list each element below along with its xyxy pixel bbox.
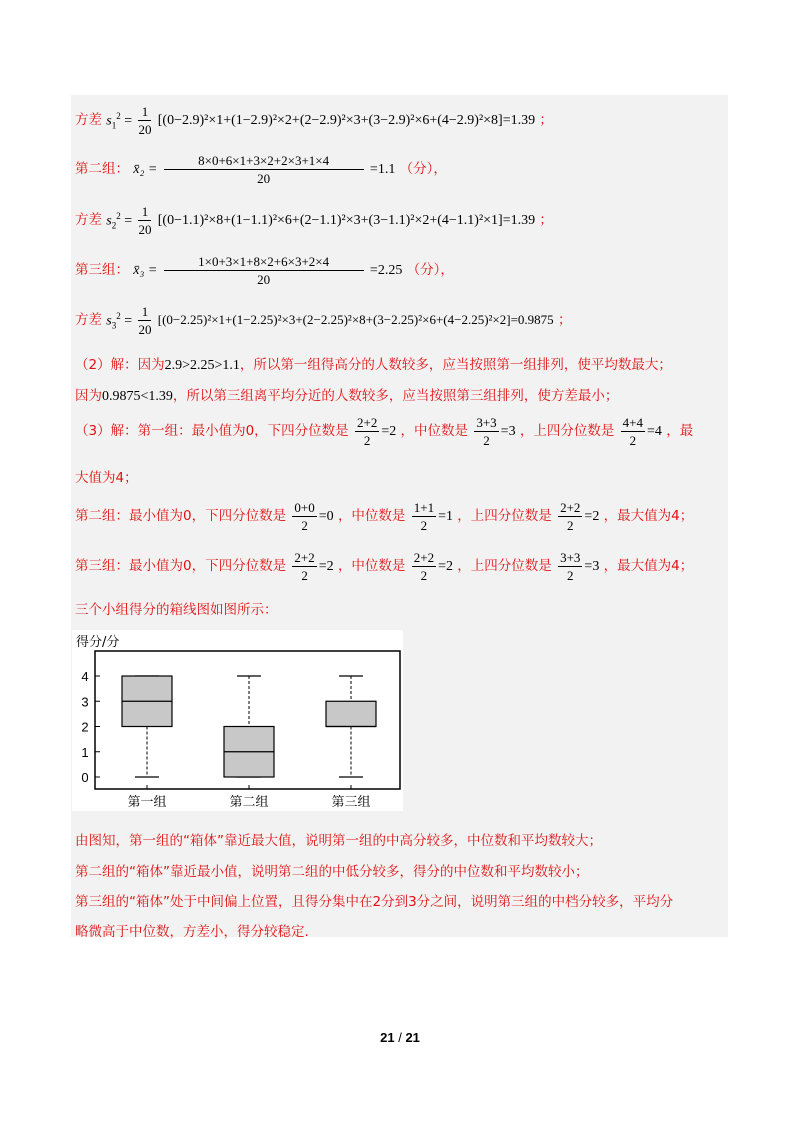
x-tick-label: 第二组 [229,795,269,810]
part-3-group-1-max-line: 大值为4； [75,470,138,486]
part-3-group-3-line: 第三组：最小值为0，下四分位数是 $\frac{2+2}{2}$ =2 ，中位数是 $\frac{2+2}{2}$ =2 ，上四分位数是 $\frac{3+3}{2}$ =3 ，最大值为4； [75,550,694,583]
variance-line-3: 方差 $s_3^2$ = $\frac{1}{20}$ [(0−2.25)²×1+(1−2.25)²×3+(2−2.25)²×8+(3−2.25)²×6+(4−2.25)²×2]=0.9875 ； [75,304,572,337]
conclusion-line-4: 略微高于中位数，方差小，得分较稳定. [75,924,309,940]
conclusion-line-3: 第三组的“箱体”处于中间偏上位置，且得分集中在2分到3分之间，说明第三组的中档分较多，平均分 [75,894,674,910]
conclusion-line-2: 第二组的“箱体”靠近最小值，说明第二组的中低分较多，得分的中位数和平均数较小； [75,864,589,880]
boxplot-svg [72,630,403,811]
group-3-mean-line: 第三组： x̄₃ = $\frac{1\times 0+3\times 1+8\times 2+6\times 3+2\times 4}{20}$ =2.25 （分）， [75,254,454,287]
part-2-line-1: （2）解：因为2.9>2.25>1.1，所以第一组得高分的人数较多，应当按照第一组排列，使平均数最大； [75,357,672,373]
variance-1-expression: [(0−2.9)²×1+(1−2.9)²×2+(2−2.9)²×3+(3−2.9)²×6+(4−2.9)²×8]=1.39 [157,112,536,128]
boxplot-intro-line: 三个小组得分的箱线图如图所示： [75,602,278,618]
y-tick-label: 3 [81,694,89,710]
x-tick-label: 第一组 [127,795,167,810]
box-body [326,701,376,726]
y-tick-label: 1 [81,744,89,760]
page-number: 21 / 21 [380,1030,420,1045]
y-tick-label: 2 [81,719,89,735]
x-tick-label: 第三组 [331,795,371,810]
variance-line-2: 方差 $s_2^2$ = $\frac{1}{20}$ [(0−1.1)²×8+(1−1.1)²×6+(2−1.1)²×3+(3−1.1)²×2+(4−1.1)²×1]=1.39 ； [75,204,553,237]
y-tick-label: 4 [81,669,89,684]
part-3-group-2-line: 第二组：最小值为0，下四分位数是 $\frac{0+0}{2}$ =0 ，中位数是 $\frac{1+1}{2}$ =1 ，上四分位数是 $\frac{2+2}{2}$ =2 ，最大值为4； [75,500,694,533]
variance-line-1: 方差 $s_1^2$ = $\frac{1}{20}$ [(0−2.9)²×1+(1−2.9)²×2+(2−2.9)²×3+(3−2.9)²×6+(4−2.9)²×8]=1.39 ； [75,104,553,137]
group-2-mean-line: 第二组： x̄₂ = $\frac{8\times 0+6\times 1+3\times 2+2\times 3+1\times 4}{20}$ =1.1 （分）， [75,153,447,186]
y-tick-label: 0 [81,770,89,785]
conclusion-line-1: 由图知，第一组的“箱体”靠近最大值，说明第一组的中高分较多，中位数和平均数较大； [75,833,602,849]
part-3-group-1-line: （3）解：第一组：最小值为0，下四分位数是 $\frac{2+2}{2}$ =2 ，中位数是 $\frac{3+3}{2}$ =3 ，上四分位数是 $\frac{4+4}{2}$ =4 ，最 [75,415,694,448]
y-axis-label: 得分/分 [76,635,120,650]
boxplot-chart [72,630,403,811]
part-2-line-2: 因为0.9875<1.39，所以第三组离平均分近的人数较多，应当按照第三组排列，使方差最小； [75,388,619,404]
